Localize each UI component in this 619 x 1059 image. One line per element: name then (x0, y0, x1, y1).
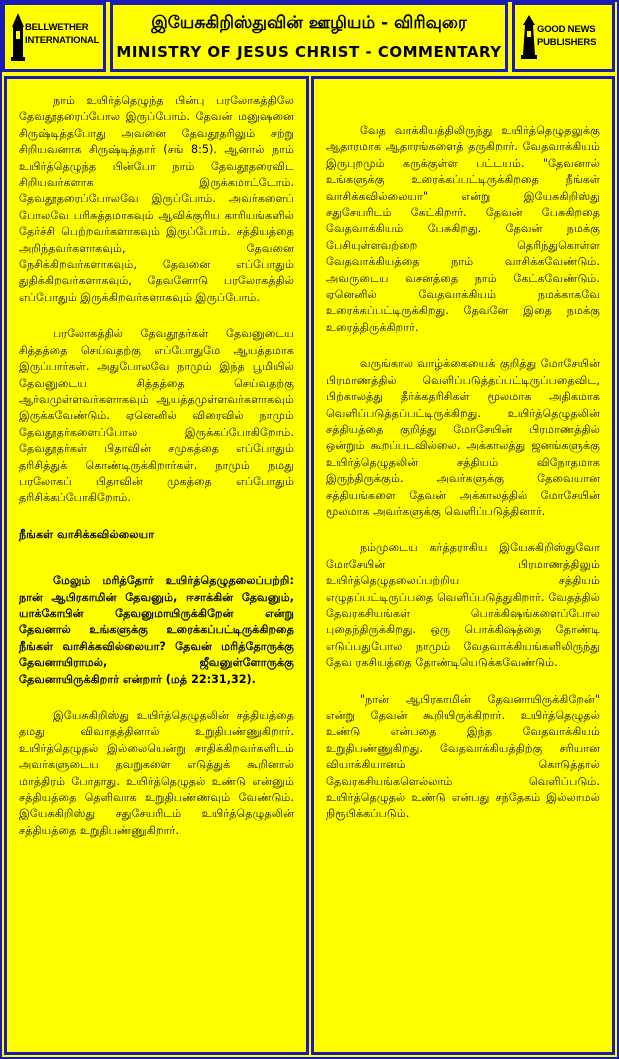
left-paragraph-3: இயேசுகிறிஸ்து உயிர்த்தெழுதலின் சத்தியத்தை தமது விவாதத்தினால் உறுதிபண்ணுகிறார். உயிர்த்தெழுதல் இல்லையென்று சாதிக்கிறவர்களிடம் அவர்களுடைய தவறுகளை எடுத்துக் கூறினால் மாத்திரம் போதாது. உயிர்த்தெழுதல் உண்டு என்னும் சத்தியத்தை தெளிவாக உறுதிபண்ணவும் வேண்டும். இயேசுகிறிஸ்து சதுசேயரிடம் உயிர்த்தெழுதலின் சத்தியத்தை உறுதிபண்ணுகிறார். (19, 709, 294, 837)
title-box (110, 2, 508, 72)
scripture-quote: மேலும் மரித்தோர் உயிர்த்தெழுதலைப்பற்றி: நான் ஆபிரகாமின் தேவனும், ஈசாக்கின் தேவனும், யாக்கோபின் தேவனுமாயிருக்கிறேன் என்று தேவனால் உங்களுக்கு உரைக்கப்பட்டிருக்கிறதை நீங்கள் வாசிக்கவில்லையா? தேவன் மரித்தோருக்கு தேவனாயிராமல், ஜீவனுள்ளோருக்கு தேவனாயிருக்கிறார் என்றார் (மத் 22:31,32). (19, 574, 294, 686)
left-logo-line2: INTERNATIONAL (25, 35, 100, 46)
right-paragraph-4: "நான் ஆபிரகாமின் தேவனாயிருக்கிறேன்" என்று தேவன் கூறியிருக்கிறார். உயிர்த்தெழுதல் உண்டு என்பதை இந்த வேதவாக்கியம் உறுதிபண்ணுகிறது. வேதவாக்கியத்திற்கு சரியான வியாக்கியானம் கொடுத்தால் தேவரகசியங்களெல்லாம் வெளிப்படும். உயிர்த்தெழுதல் உண்டு என்பது சந்தேகம் இல்லாமல் நிரூபிக்கப்படும். (326, 692, 600, 821)
title-tamil: இயேசுகிறிஸ்துவின் ஊழியம் - விரிவுரை (151, 13, 467, 33)
right-paragraph-3: நம்முடைய கர்த்தராகிய இயேசுகிறிஸ்துவோ மோசேயின் பிரமாணத்திலும் உயிர்த்தெழுதலைப்பற்றிய சத்தியம் எழுதப்பட்டிருப்பதை வெளிப்படுத்துகிறார். வேதத்தில் தேவரகசியங்கள் பொக்கிஷங்களைப்போல புதைந்திருக்கிறது. ஒரு பொக்கிஷத்தை தோண்டி எடுப்பதுபோல நாமும் வேதவாக்கியங்களிலிருந்து தேவ ரகசியத்தை தோண்டியெடுக்கவேண்டும். (326, 541, 600, 670)
right-paragraph-2: வருங்கால வாழ்க்கையைக் குறித்து மோசேயின் பிரமாணத்தில் வெளிப்படுத்தப்பட்டிருப்பதைவிட, பிற்காலத்து தீர்க்கதரிசிகள் மூலமாக அதிகமாக வெளிப்படுத்தப்பட்டிருக்கிறது. உயிர்த்தெழுதலின் சத்தியத்தை குறித்து மோசேயின் பிரமாணத்தில் ஒன்றும் கூறப்படவில்லை. அக்காலத்து ஜனங்களுக்கு உயிர்த்தெழுதலின் சத்தியம் விநோதமாக இருந்திருக்கும். அவர்களுக்கு தேவையான சத்தியங்களை தேவன் அக்காலத்தில் மோசேயின் மூலமாக அவர்களுக்கு வெளிப்படுத்தினார். (326, 357, 600, 518)
bell-tower-icon (11, 13, 25, 61)
header (2, 2, 613, 74)
lighthouse-icon (521, 15, 537, 59)
good-news-logo (512, 2, 615, 72)
right-paragraph-1: வேத வாக்கியத்திலிருந்து உயிர்த்தெழுதலுக்கு ஆதாரமாக ஆதாரங்களைத் தருகிறார். வேதவாக்கியம் இருபுறமும் கருக்குள்ள பட்டயம். "தேவனால் உங்களுக்கு உரைக்கப்பட்டிருக்கிறதை நீங்கள் வாசிக்கவில்லையா" என்று இயேசுகிறிஸ்து சதுசேயரிடம் கேட்கிறார். தேவன் பேசுகிறதை வேதவாக்கியம் பேசுகிறது. தேவன் நமக்கு பேசியுள்ளவற்றை தெரிந்துகொள்ள வேதவாக்கியத்தை நாம் வாசிக்கவேண்டும். அவருடைய வசனத்தை நாம் கேட்கவேண்டும். ஏனெனில் வேதவாக்கியம் நமக்காகவே உரைக்கப்பட்டிருக்கிறது. தேவனே இதை நமக்கு உரைத்திருக்கிறார். (326, 124, 600, 334)
left-paragraph-1: நாம் உயிர்த்தெழுந்த பின்பு பரலோகத்திலே தேவதூதரைப்போல இருப்போம். தேவன் மனுஷனை சிருஷ்டித்தபோது அவனை தேவதூதரிலும் சற்று சிறியவனாக சிருஷ்டித்தார் (சங் 8:5). ஆனால் நாம் உயிர்த்தெழுந்த பின்போ நாம் தேவதூதரைவிட சிறியவர்களாக இருக்கமாட்டோம். தேவதூதரைப்போலவே இருப்போம். அவர்களைப் போலவே பரிசுத்தமாகவும் ஆவிக்குரிய காரியங்களில் தேர்ச்சி பெற்றவர்களாகவும் இருப்போம். சத்தியத்தை அறிந்தவர்களாகவும், தேவனை நேசிக்கிறவர்களாகவும், தேவனை எப்போதும் துதிக்கிறவர்களாகவும், தேவனோடு பரலோகத்தில் எப்போதும் இருக்கிறவர்களாகவும் இருப்போம். (19, 94, 294, 304)
right-column (311, 76, 615, 1055)
title-english: MINISTRY OF JESUS CHRIST - COMMENTARY (116, 43, 502, 61)
left-logo-line1: BELLWETHER (25, 22, 89, 33)
section-heading: நீங்கள் வாசிக்கவில்லையா (19, 527, 155, 541)
right-logo-line1: GOOD NEWS (537, 24, 596, 35)
left-paragraph-2: பரலோகத்தில் தேவதூதர்கள் தேவனுடைய சித்தத்தை செய்வதற்கு எப்போதுமே ஆயத்தமாக இருப்பார்கள். அதுபோலவே நாமும் இந்த பூமியில் தேவனுடைய சித்தத்தை செய்வதற்கு ஆர்வமுள்ளவர்களாகவும் ஆயத்தமுள்ளவர்களாகவும் இருக்கவேண்டும். ஏனெனில் விரைவில் நாமும் தேவதூதர்களைப்போல இருக்கப்போகிறோம். தேவதூதர்கள் பிதாவின் சமுகத்தை எப்போதும் தரிசித்துக் கொண்டிருக்கிறார்கள். நாமும் நமது பரலோகப் பிதாவின் முகத்தை எப்போதும் தரிசிக்கப்போகிறோம். (19, 327, 294, 505)
right-logo-line2: PUBLISHERS (537, 37, 597, 48)
left-column (4, 76, 309, 1055)
bellwether-logo (2, 2, 106, 72)
